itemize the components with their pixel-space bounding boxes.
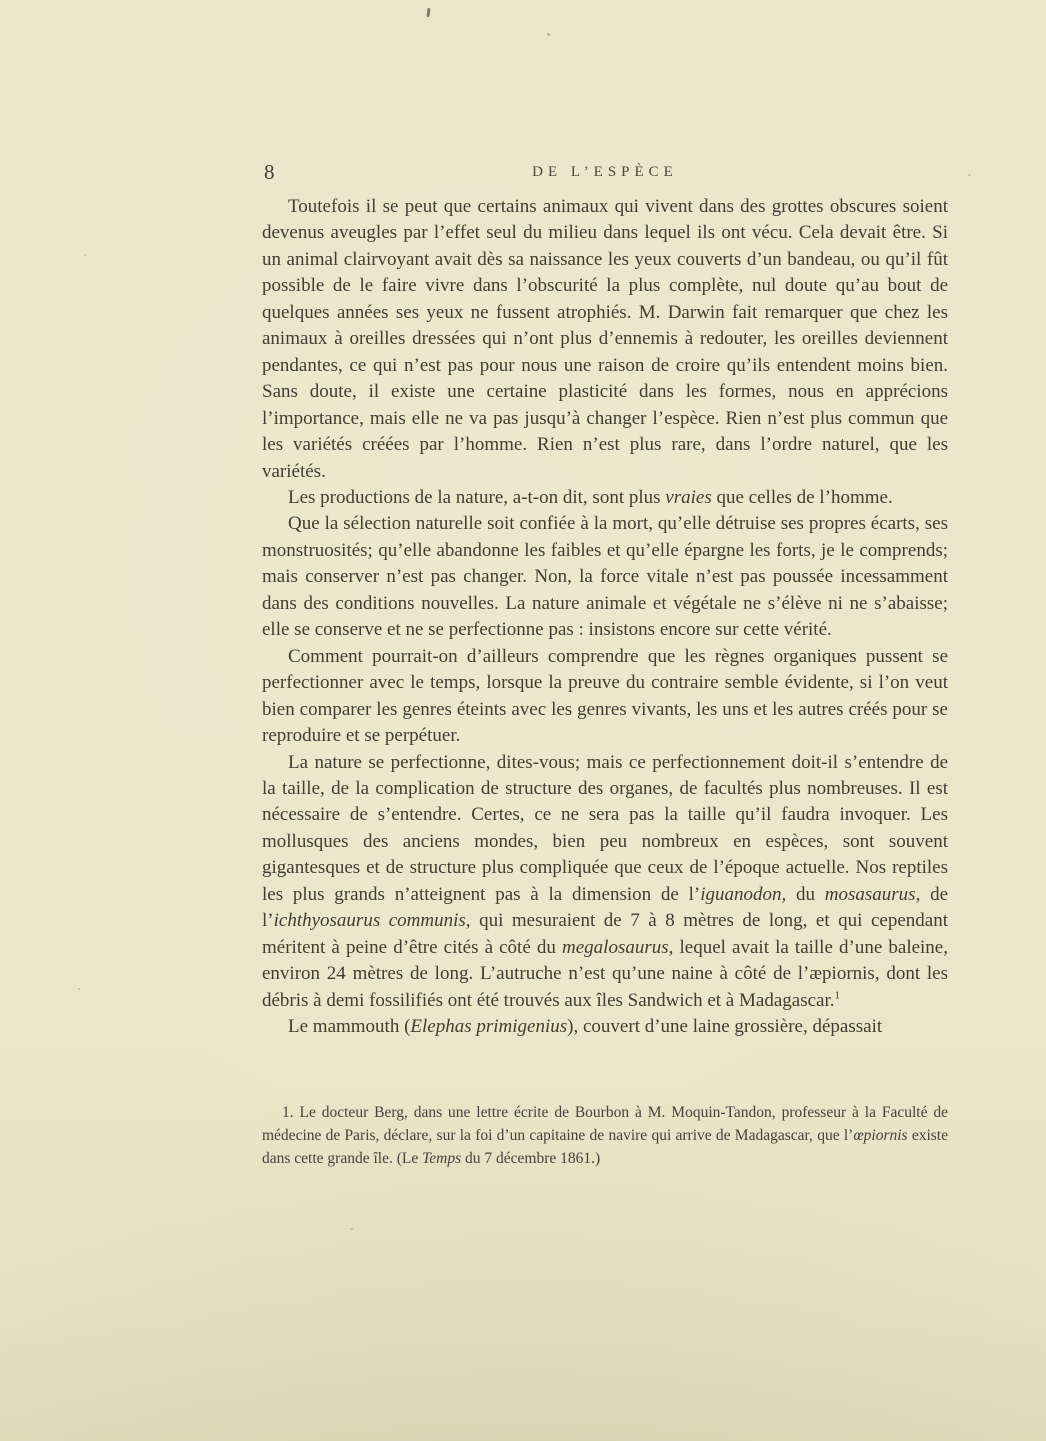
italic-term: œpiornis [853,1127,908,1144]
scan-speck [547,33,550,36]
italic-term: ichthyosaurus communis [273,910,466,932]
text-run: , qui mesuraient de 7 à 8 mètres de long, et qui cependant méritent à peine d’être cités à côté du [262,910,948,958]
footnote-paragraph [262,1101,948,1170]
text-run: Le mammouth ( [288,1016,411,1038]
scan-speck [427,8,431,17]
text-run: , lequel avait la taille d’une baleine, environ 24 mètres de long. L’autruche n’est qu’une naine à côté de l’æpiornis, dont les débris à demi fossilifiés ont été trouvés aux îles Sandwich et à Madagascar. [262,936,948,1011]
scan-speck [78,988,80,990]
italic-term: mosasaurus [824,883,916,905]
text-run: Que la sélection naturelle soit confiée à la mort, qu’elle détruise ses propres écarts, ses monstruosités; qu’elle abandonne les faibles et qu’elle épargne les forts, je le comprends; mais conserver n’est pas changer. Non, la force vitale n’est pas poussée incessamment dans des conditions nouvelles. La nature animale et végétale ne s’élève ni ne s’abaisse; elle se conserve et ne se perfectionne pas : insistons encore sur cette vérité. [262,513,948,641]
italic-term: iguanodon [700,883,782,905]
text-run: Toutefois il se peut que certains animaux qui vivent dans des grottes obscures soient devenus aveugles par l’effet seul du milieu dans lequel ils ont vécu. Cela devait être. Si un animal clairvoyant avait dès sa naissance les yeux couverts d’un bandeau, ou qu’il fût possible de le faire vivre dans l’obscurité la plus complète, nul doute qu’au bout de quelques années ses yeux ne fussent atrophiés. M. Darwin fait remarquer que chez les animaux à oreilles dressées qui n’ont plus d’ennemis à redouter, les oreilles deviennent pendantes, ce qui n’est pas pour nous une raison de croire qu’ils entendent moins bien. Sans doute, il existe une certaine plasticité dans les formes, nous en apprécions l’importance, mais elle ne va pas jusqu’à changer l’espèce. Rien n’est plus commun que les variétés créées par l’homme. Rien n’est plus rare, dans l’ordre naturel, que les variétés. [262,196,948,482]
scan-speck [84,254,86,256]
text-run: Comment pourrait-on d’ailleurs comprendre que les règnes organiques pussent se perfectionner avec le temps, lorsque la preuve du contraire semble évidente, si l’on veut bien comparer les genres éteints avec les genres vivants, les uns et les autres créés pour se reproduire et se perpétuer. [262,645,948,747]
page-number: 8 [264,160,275,184]
paragraph [262,485,948,511]
text-run: Les productions de la nature, a-t-on dit, sont plus [288,486,666,508]
footnote-marker: 1 [834,989,840,1002]
italic-term: Temps [422,1150,462,1167]
running-head [262,160,948,186]
text-run: 1. Le docteur Berg, dans une lettre écrite de Bourbon à M. Moquin-Tandon, professeur à la Faculté de médecine de Paris, déclare, sur la foi d’un capitaine de navire qui arrive de Madagascar, que l’ [262,1104,948,1144]
paragraph [262,750,948,1015]
italic-term: vraies [665,486,712,508]
scan-speck [968,174,971,176]
running-header-title: DE L’ESPÈCE [532,164,678,180]
paragraph [262,511,948,643]
text-run: ), couvert d’une laine grossière, dépassait [567,1016,883,1038]
text-run: , du [781,883,825,905]
body-text [262,194,948,1041]
paragraph [262,194,948,485]
paragraph [262,1014,948,1040]
text-run: , de l’ [262,883,949,932]
scan-speck [350,1228,353,1230]
text-run: La nature se perfectionne, dites-vous; mais ce perfectionnement doit-il s’entendre de la taille, de la complication de structure des organes, de facultés plus nombreuses. Il est nécessaire de s’entendre. Certes, ce ne sera pas la taille qu’il faudra invoquer. Les mollusques des anciens mondes, bien peu nombreux en espèces, sont souvent gigantesques et de structure plus compliquée que ceux de l’époque actuelle. Nos reptiles les plus grands n’atteignent pas à la dimension de l’ [262,751,948,905]
italic-term: megalosaurus [562,936,669,958]
text-run: du 7 décembre 1861.) [461,1150,601,1167]
paragraph [262,644,948,750]
text-run: existe dans cette grande île. (Le [262,1127,948,1167]
italic-term: Elephas primigenius [410,1016,568,1038]
footnote [262,1101,948,1170]
text-run: que celles de l’homme. [711,486,893,508]
